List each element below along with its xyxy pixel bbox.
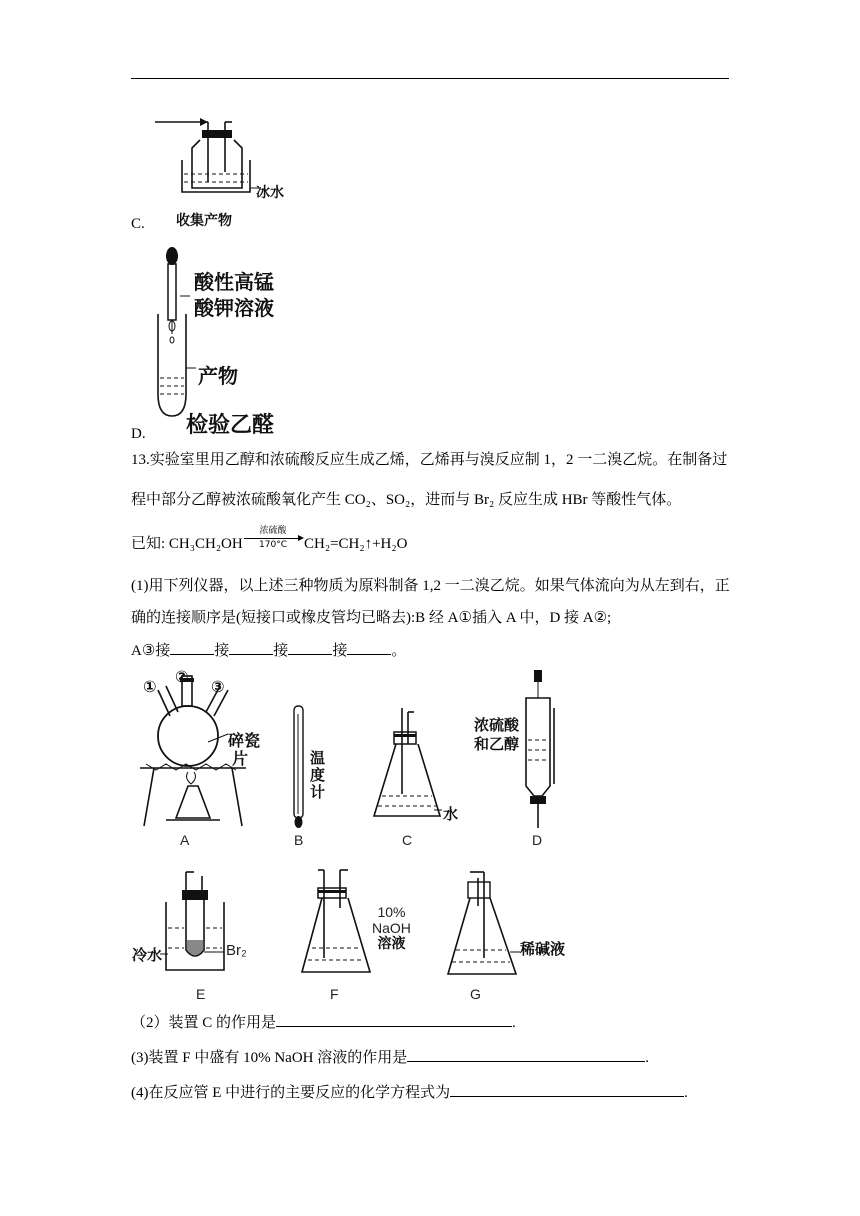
apparatus-f-label-line2: NaOH [372,920,411,936]
product-label: 产物 [198,364,238,388]
reaction-arrow [244,526,302,551]
part1-line3-start: A③接 [131,643,171,659]
part1-line2: 确的连接顺序是(短接口或橡皮管均已略去):B 经 A①插入 A 中，D 接 A②; [131,610,612,626]
apparatus-b-label-line1: 温 [310,749,326,767]
apparatus-b-thermometer [288,704,308,832]
answer-period: 。 [391,643,407,659]
option-c-letter: C. [131,216,145,232]
connector-2: 接 [273,643,289,659]
apparatus-a-label-line1: 碎瓷 [228,731,261,750]
header-rule [131,78,729,79]
apparatus-g-dilute-alkali-flask [444,870,524,980]
part4-answer-blank[interactable] [450,1082,684,1097]
apparatus-f-letter: F [330,986,339,1002]
apparatus-c-water-flask [368,706,448,826]
reagent-label-line1: 酸性高锰 [194,270,274,294]
answer-blank-3[interactable] [288,640,332,655]
question-line1: 13.实验室里用乙醇和浓硫酸反应生成乙烯，乙烯再与溴反应制 1，2 一二溴乙烷。在制备过 [131,452,728,468]
ice-water-label: 冰水 [256,185,284,201]
apparatus-b-label-line3: 计 [310,783,326,801]
known-equation-suffix: CH₂=CH₂↑+H₂O [304,536,408,552]
part1-answer-line [131,640,406,661]
arrow-line [244,538,302,539]
apparatus-c-letter: C [402,832,413,848]
apparatus-d-label-line1: 浓硫酸 [474,716,520,734]
apparatus-f-label [372,904,411,952]
part4-text: (4)在反应管 E 中进行的主要反应的化学方程式为 [131,1085,451,1101]
option-d-caption: 检验乙醛 [186,413,275,438]
apparatus-a-letter: A [180,832,190,848]
part2-text: （2）装置 C 的作用是 [131,1015,277,1031]
connector-1: 接 [214,643,230,659]
apparatus-f-naoh-flask [300,868,380,980]
apparatus-e-left-label: 冷水 [132,946,163,964]
apparatus-e-letter: E [196,986,206,1002]
part2-answer-blank[interactable] [276,1012,512,1027]
apparatus-a-port2: ② [175,667,189,686]
part3-line [131,1047,649,1068]
part4-end-dot: . [684,1085,688,1101]
apparatus-f-label-line1: 10% [377,904,406,920]
known-equation-prefix: 已知: CH₃CH₂OH [131,536,243,552]
arrow-condition-top: 浓硫酸 [259,526,287,536]
apparatus-d-letter: D [532,832,543,848]
part1-line1: (1)用下列仪器，以上述三种物质为原料制备 1,2 一二溴乙烷。如果气体流向为从左到右，正 [131,578,730,594]
apparatus-g-label: 稀碱液 [520,940,566,958]
apparatus-g-letter: G [470,986,481,1002]
option-c-caption: 收集产物 [176,213,232,229]
part3-text: (3)装置 F 中盛有 10% NaOH 溶液的作用是 [131,1050,408,1066]
question-line2: 程中部分乙醇被浓硫酸氧化产生 CO₂、SO₂，进而与 Br₂ 反应生成 HBr 等酸性气体。 [131,492,682,508]
apparatus-a-label-line2: 片 [232,749,249,768]
part4-line [131,1082,688,1103]
apparatus-f-label-line3: 溶液 [377,936,406,952]
part3-answer-blank[interactable] [407,1047,645,1062]
answer-blank-4[interactable] [347,640,391,655]
part3-end-dot: . [645,1050,649,1066]
apparatus-e-cold-water-bath [160,870,240,980]
answer-blank-1[interactable] [170,640,214,655]
reagent-label-line2: 酸钾溶液 [194,296,274,320]
apparatus-d-label-line2: 和乙醇 [474,735,520,753]
option-d-letter: D. [131,426,146,442]
apparatus-b-letter: B [294,832,304,848]
part2-line [131,1012,516,1033]
apparatus-c-label: 水 [443,805,459,823]
connector-3: 接 [332,643,348,659]
apparatus-b-label-line2: 度 [310,766,326,784]
arrow-condition-bottom: 170°C [259,540,287,550]
apparatus-d-dropping-funnel [520,668,560,830]
part2-end-dot: . [512,1015,516,1031]
answer-blank-2[interactable] [229,640,273,655]
apparatus-e-right-label: Br₂ [226,942,247,959]
apparatus-a-port3: ③ [211,677,225,696]
apparatus-a-port1: ① [143,677,157,696]
apparatus-b-label [310,750,325,801]
